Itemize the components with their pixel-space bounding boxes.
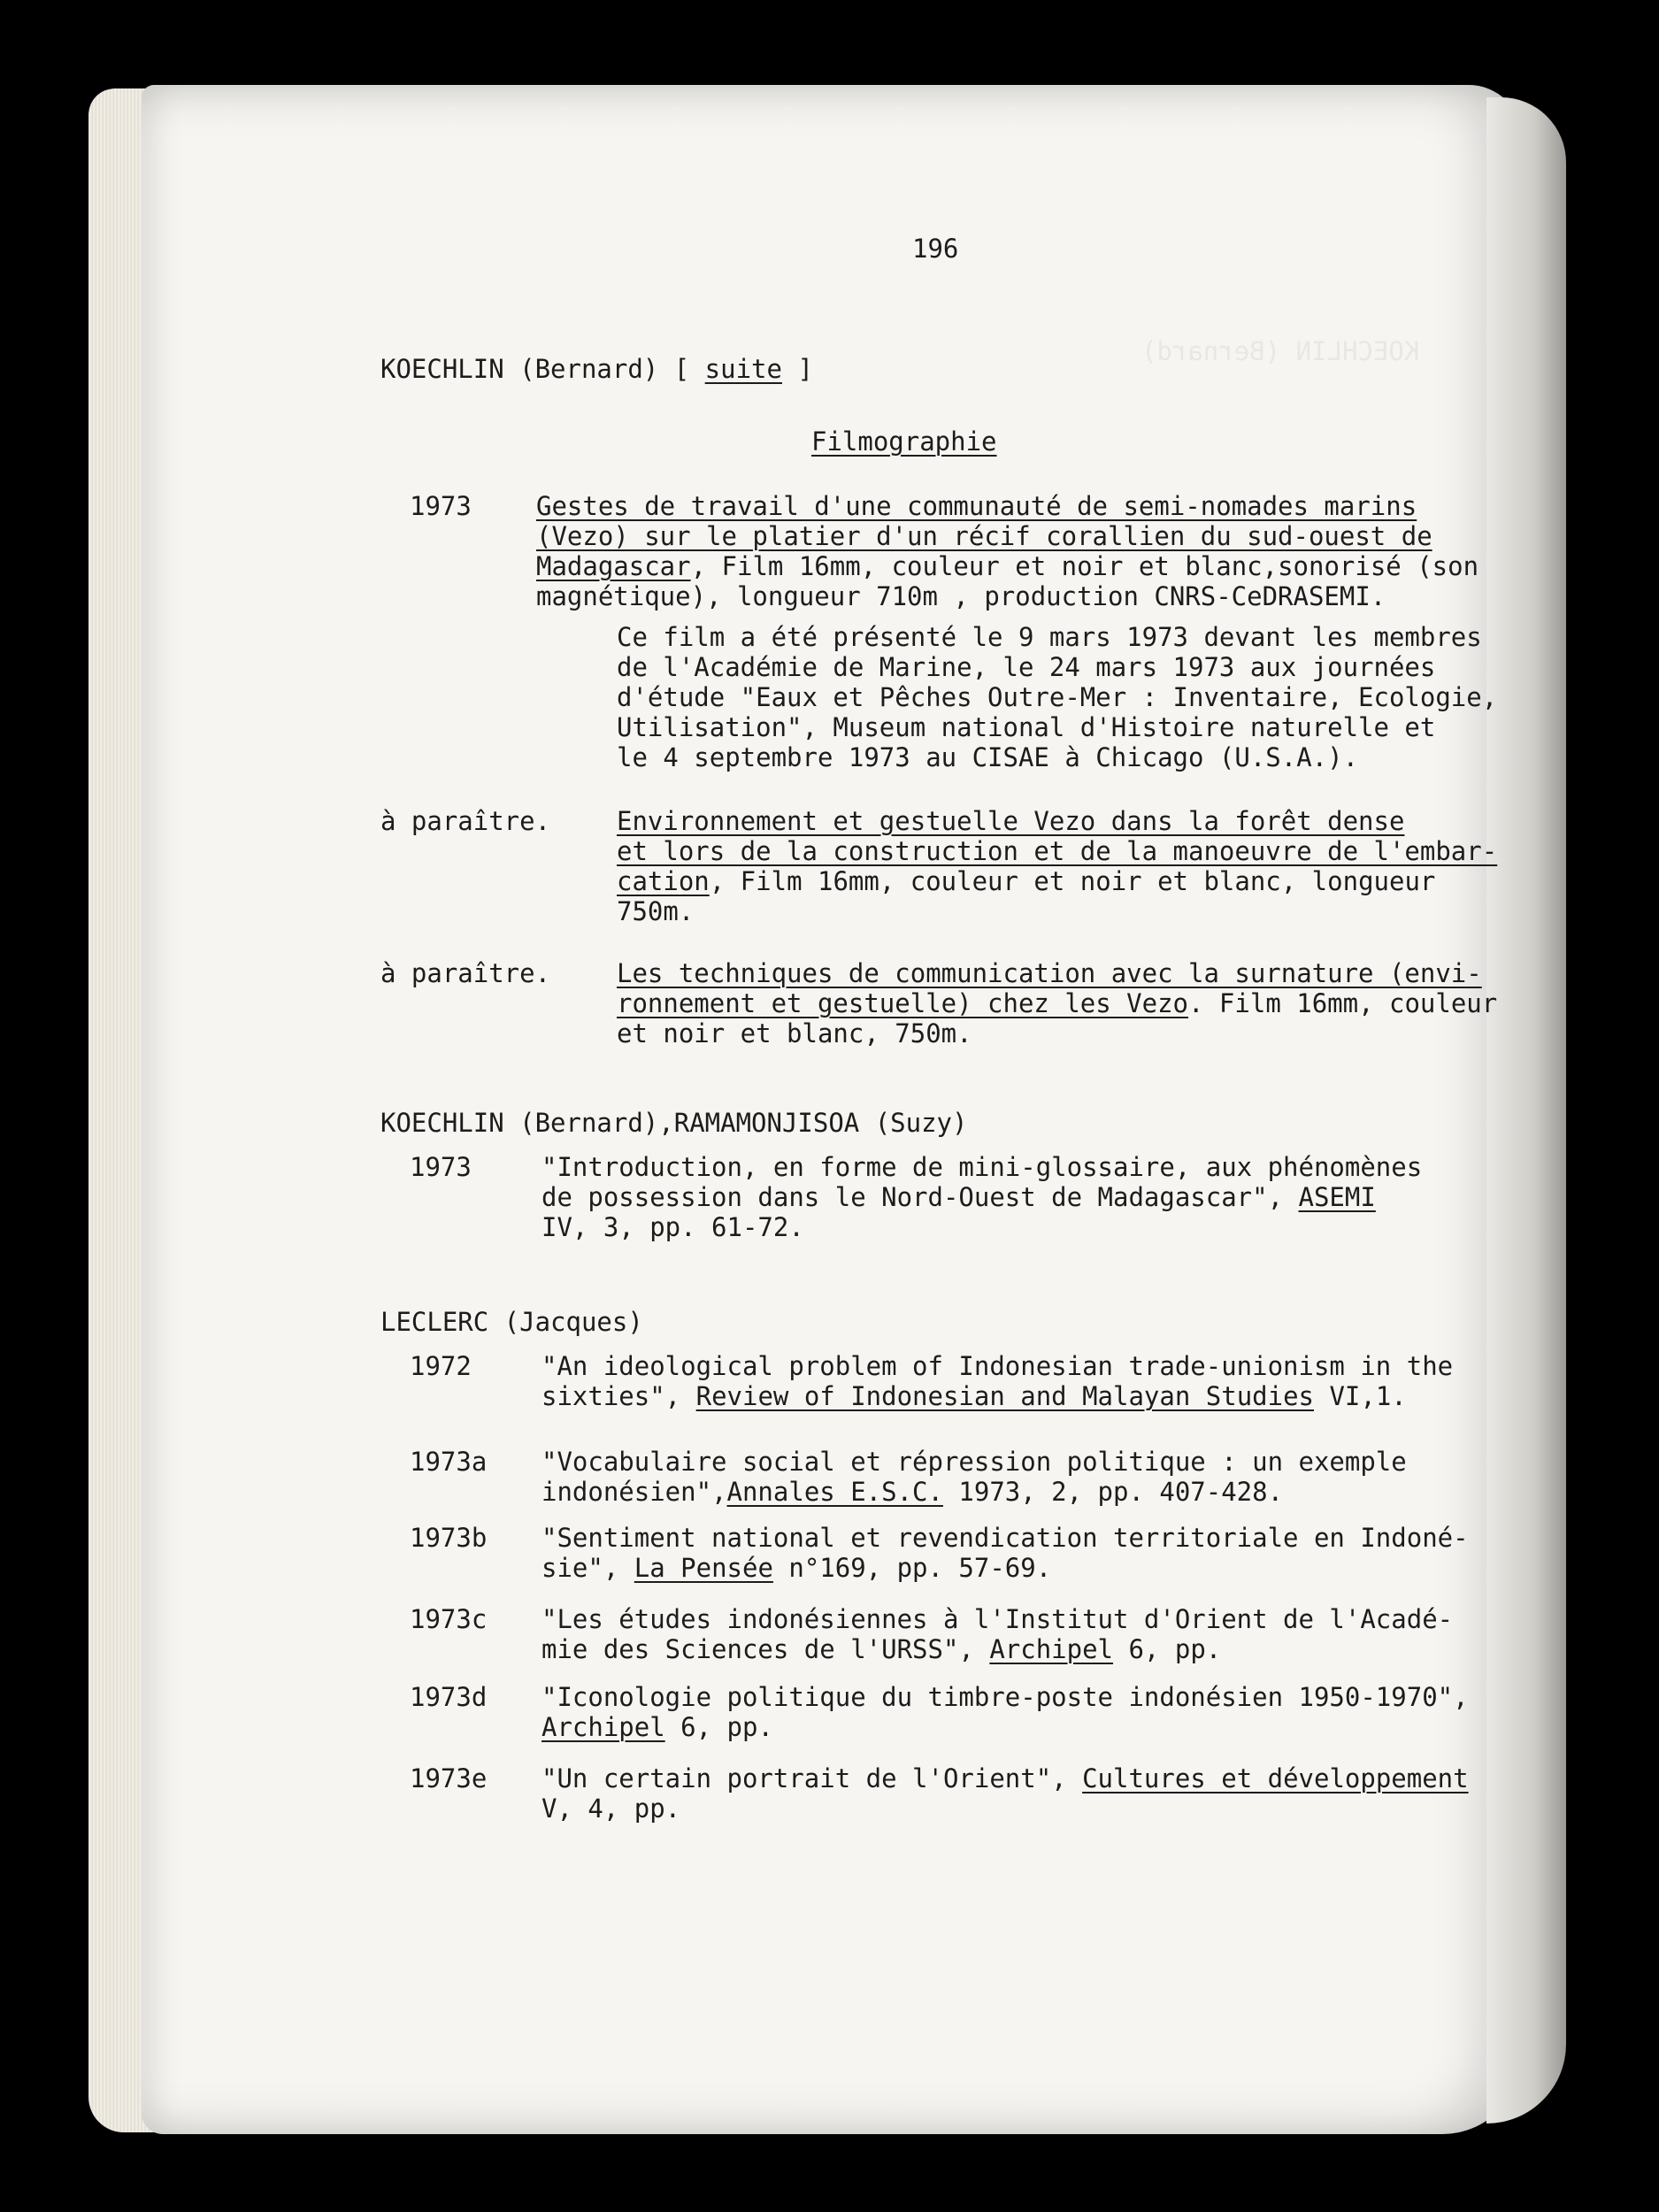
author-heading: LECLERC (Jacques) [380, 1307, 643, 1337]
entry-text: "Vocabulaire social et répression politique : un exemple indonésien",Annales E.S.C. 1973, 2, pp. 407-428. [541, 1447, 1407, 1507]
entry-text: "An ideological problem of Indonesian trade-unionism in the sixties", Review of Indonesian and Malayan Studies VI,1. [541, 1351, 1454, 1411]
entry-year: 1972 [410, 1351, 472, 1381]
entry-text: "Un certain portrait de l'Orient", Cultures et développement V, 4, pp. [541, 1763, 1469, 1824]
entry-year: à paraître. [380, 806, 551, 836]
entry-text: "Introduction, en forme de mini-glossaire, aux phénomènes de possession dans le Nord-Ouest de Madagascar", ASEMI IV, 3, pp. 61-72. [541, 1152, 1423, 1242]
entry-year: 1973a [410, 1447, 488, 1477]
entry-year: 1973e [410, 1763, 488, 1793]
entry-title: Les techniques de communication avec la surnature (envi- ronnement et gestuelle) chez les Vezo. Film 16mm, couleur et noir et blanc, 750m. [617, 958, 1498, 1048]
entry-title: Gestes de travail d'une communauté de semi-nomades marins (Vezo) sur le platier d'un récif corallien du sud-ouest de Madagascar, Film 16mm, couleur et noir et blanc,sonorisé (son magnétique), longueur 710m , production CNRS-CeDRASEMI. [536, 491, 1479, 611]
show-through-text: KOECHLIN (Bernard) [1141, 336, 1420, 366]
page-number: 196 [912, 234, 959, 264]
entry-text: "Sentiment national et revendication territoriale en Indoné- sie", La Pensée n°169, pp. 57-69. [541, 1523, 1469, 1583]
entry-note: Ce film a été présenté le 9 mars 1973 devant les membres de l'Académie de Marine, le 24 mars 1973 aux journées d'étude "Eaux et Pêches Outre-Mer : Inventaire, Ecologie, Utilisation", Museum national d'Histoire naturelle et le 4 septembre 1973 au CISAE à Chicago (U.S.A.). [617, 622, 1498, 772]
author-heading: KOECHLIN (Bernard),RAMAMONJISOA (Suzy) [380, 1108, 968, 1138]
author-heading: KOECHLIN (Bernard) [ suite ] [380, 354, 813, 384]
entry-year: 1973b [410, 1523, 488, 1553]
entry-year: 1973 [410, 1152, 472, 1182]
entry-text: "Les études indonésiennes à l'Institut d'Orient de l'Acadé- mie des Sciences de l'URSS", Archipel 6, pp. [541, 1604, 1454, 1664]
entry-year: 1973c [410, 1604, 488, 1634]
entry-title: Environnement et gestuelle Vezo dans la forêt dense et lors de la construction et de la manoeuvre de l'embar- cation, Film 16mm, couleur et noir et blanc, longueur 750m. [617, 806, 1498, 926]
page-curl [1486, 97, 1566, 2124]
section-subheading: Filmographie [811, 426, 997, 457]
entry-text: "Iconologie politique du timbre-poste indonésien 1950-1970", Archipel 6, pp. [541, 1682, 1469, 1742]
entry-year: 1973 [410, 491, 472, 521]
entry-year: à paraître. [380, 958, 551, 988]
entry-year: 1973d [410, 1682, 488, 1712]
